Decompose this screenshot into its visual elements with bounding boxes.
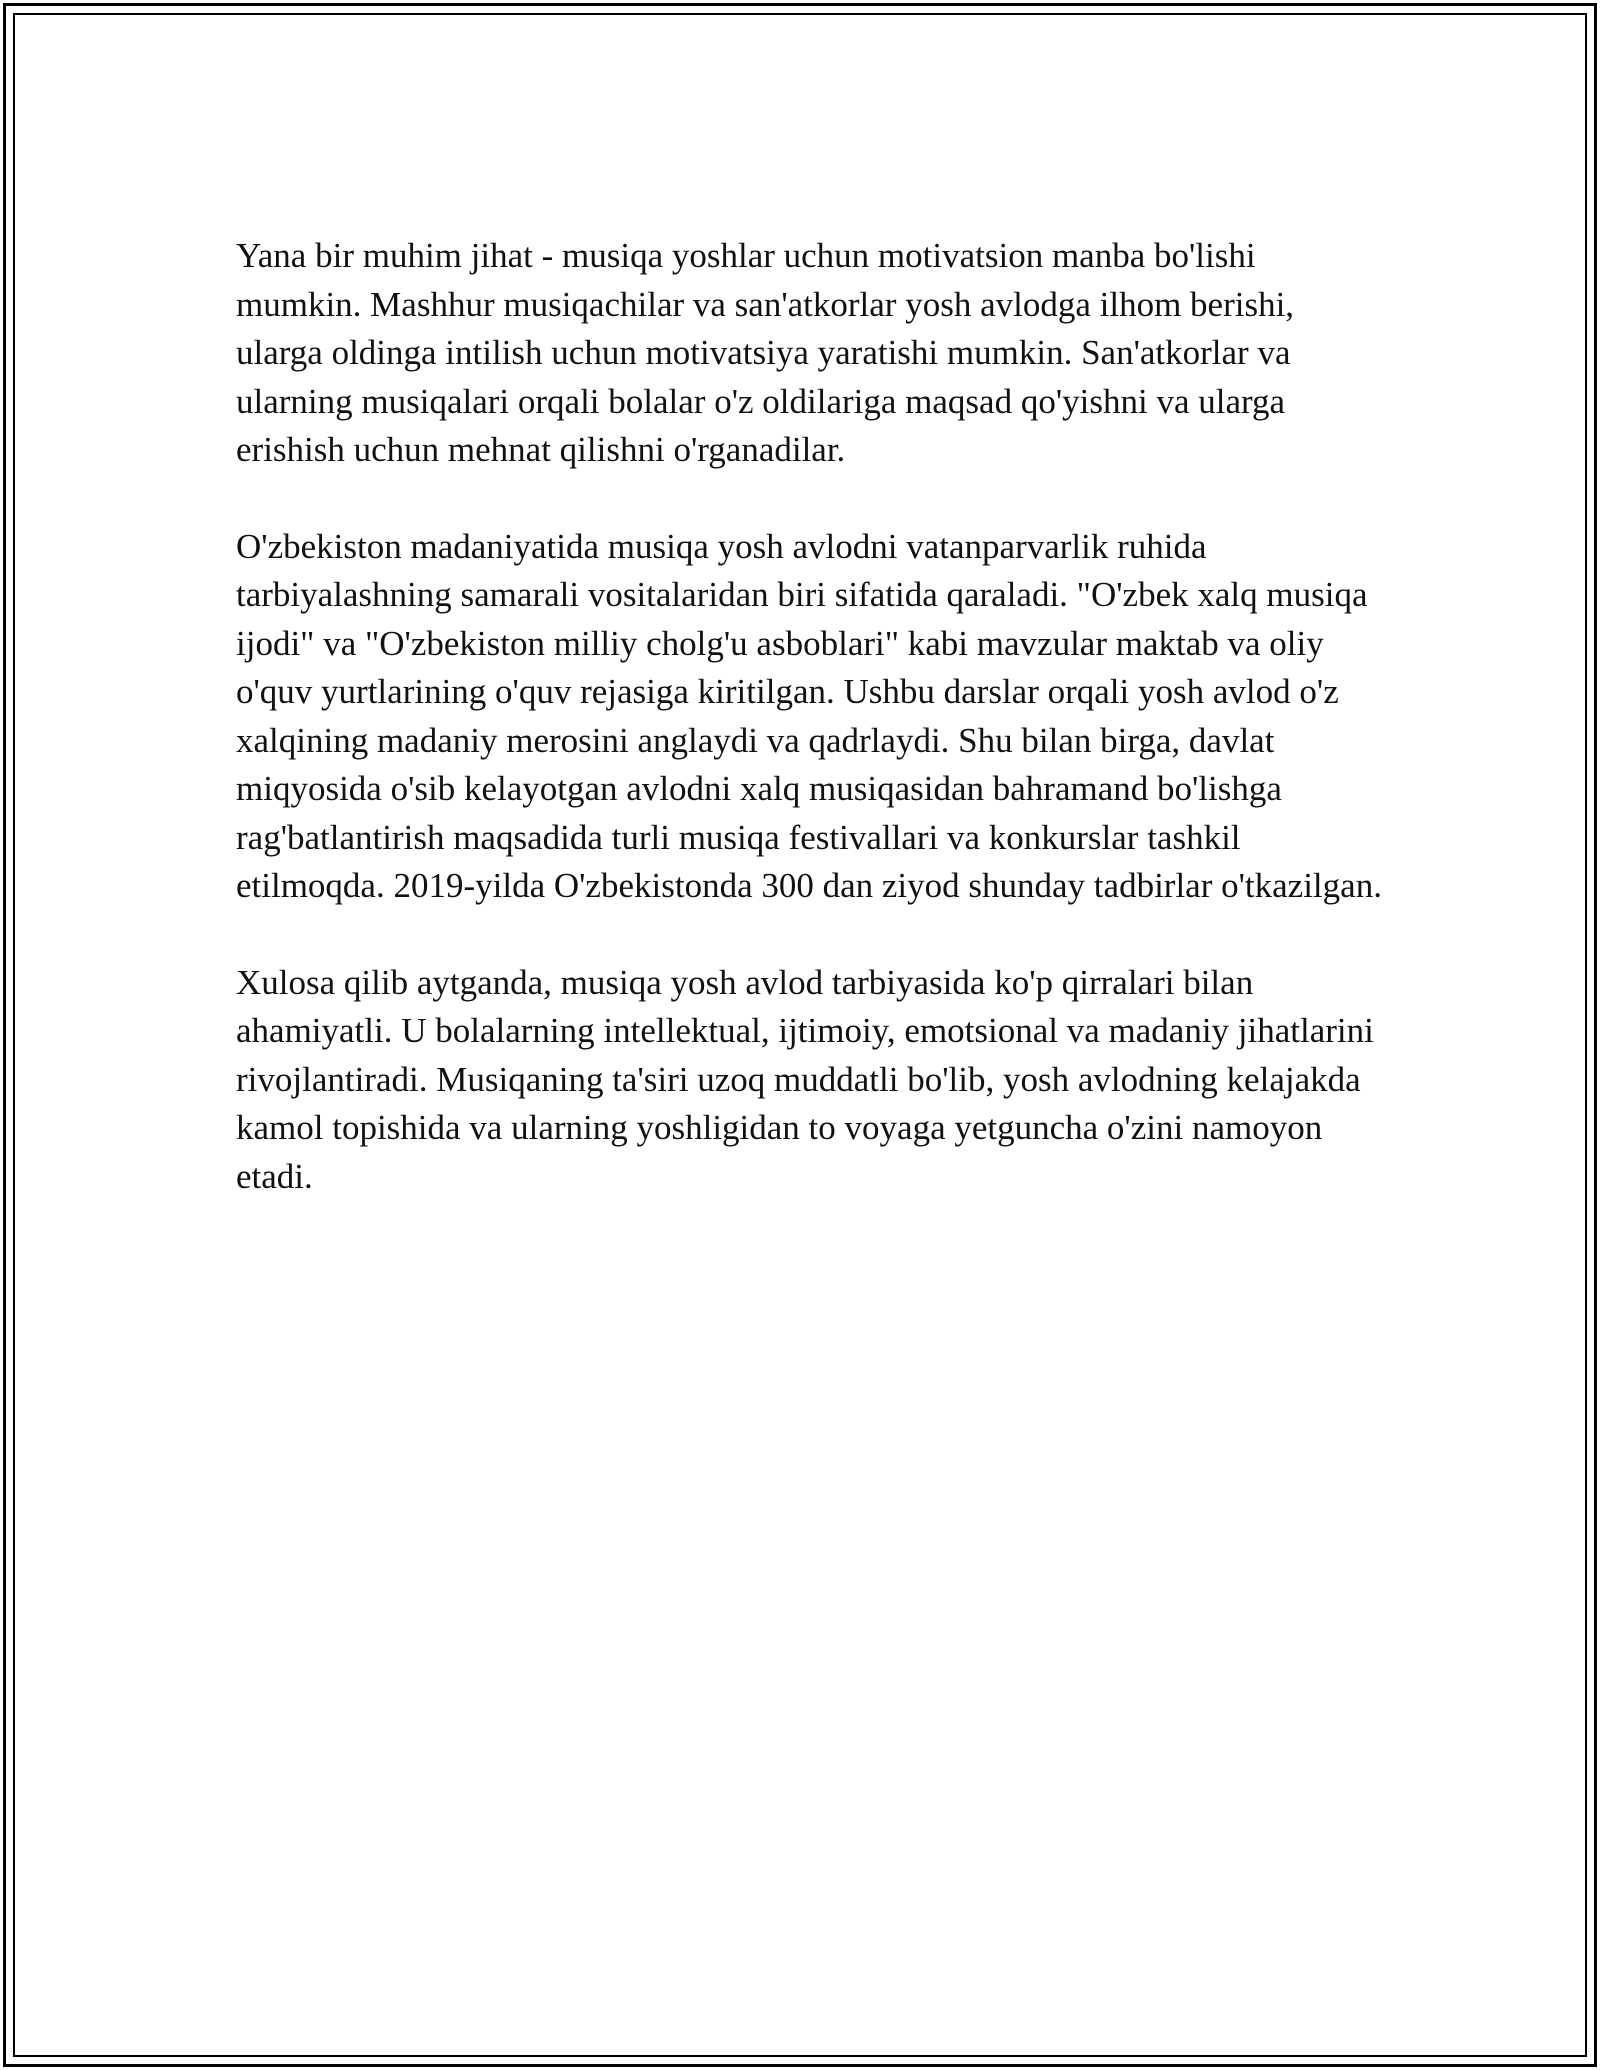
- paragraph-culture: O'zbekiston madaniyatida musiqa yosh avlodni vatanparvarlik ruhida tarbiyalashning samarali vositalaridan biri sifatida qaraladi. "O'zbek xalq musiqa ijodi" va "O'zbekiston milliy cholg'u asboblari" kabi mavzular maktab va oliy o'quv yurtlarining o'quv rejasiga kiritilgan. Ushbu darslar orqali yosh avlod o'z xalqining madaniy merosini anglaydi va qadrlaydi. Shu bilan birga, davlat miqyosida o'sib kelayotgan avlodni xalq musiqasidan bahramand bo'lishga rag'batlantirish maqsadida turli musiqa festivallari va konkurslar tashkil etilmoqda. 2019-yilda O'zbekistonda 300 dan ziyod shunday tadbirlar o'tkazilgan.: [236, 526, 1382, 905]
- paragraph-conclusion: Xulosa qilib aytganda, musiqa yosh avlod tarbiyasida ko'p qirralari bilan ahamiyatli. U bolalarning intellektual, ijtimoiy, emotsional va madaniy jihatlarini rivojlantiradi. Musiqaning ta'siri uzoq muddatli bo'lib, yosh avlodning kelajakda kamol topishida va ularning yoshligidan to voyaga yetguncha o'zini namoyon etadi.: [236, 962, 1374, 1196]
- paragraph-motivation: Yana bir muhim jihat - musiqa yoshlar uchun motivatsion manba bo'lishi mumkin. Mashhur musiqachilar va san'atkorlar yosh avlodga ilhom berishi, ularga oldinga intilish uchun motivatsiya yaratishi mumkin. San'atkorlar va ularning musiqalari orqali bolalar o'z oldilariga maqsad qo'yishni va ularga erishish uchun mehnat qilishni o'rganadilar.: [236, 236, 1295, 469]
- document-body: [236, 232, 1386, 1249]
